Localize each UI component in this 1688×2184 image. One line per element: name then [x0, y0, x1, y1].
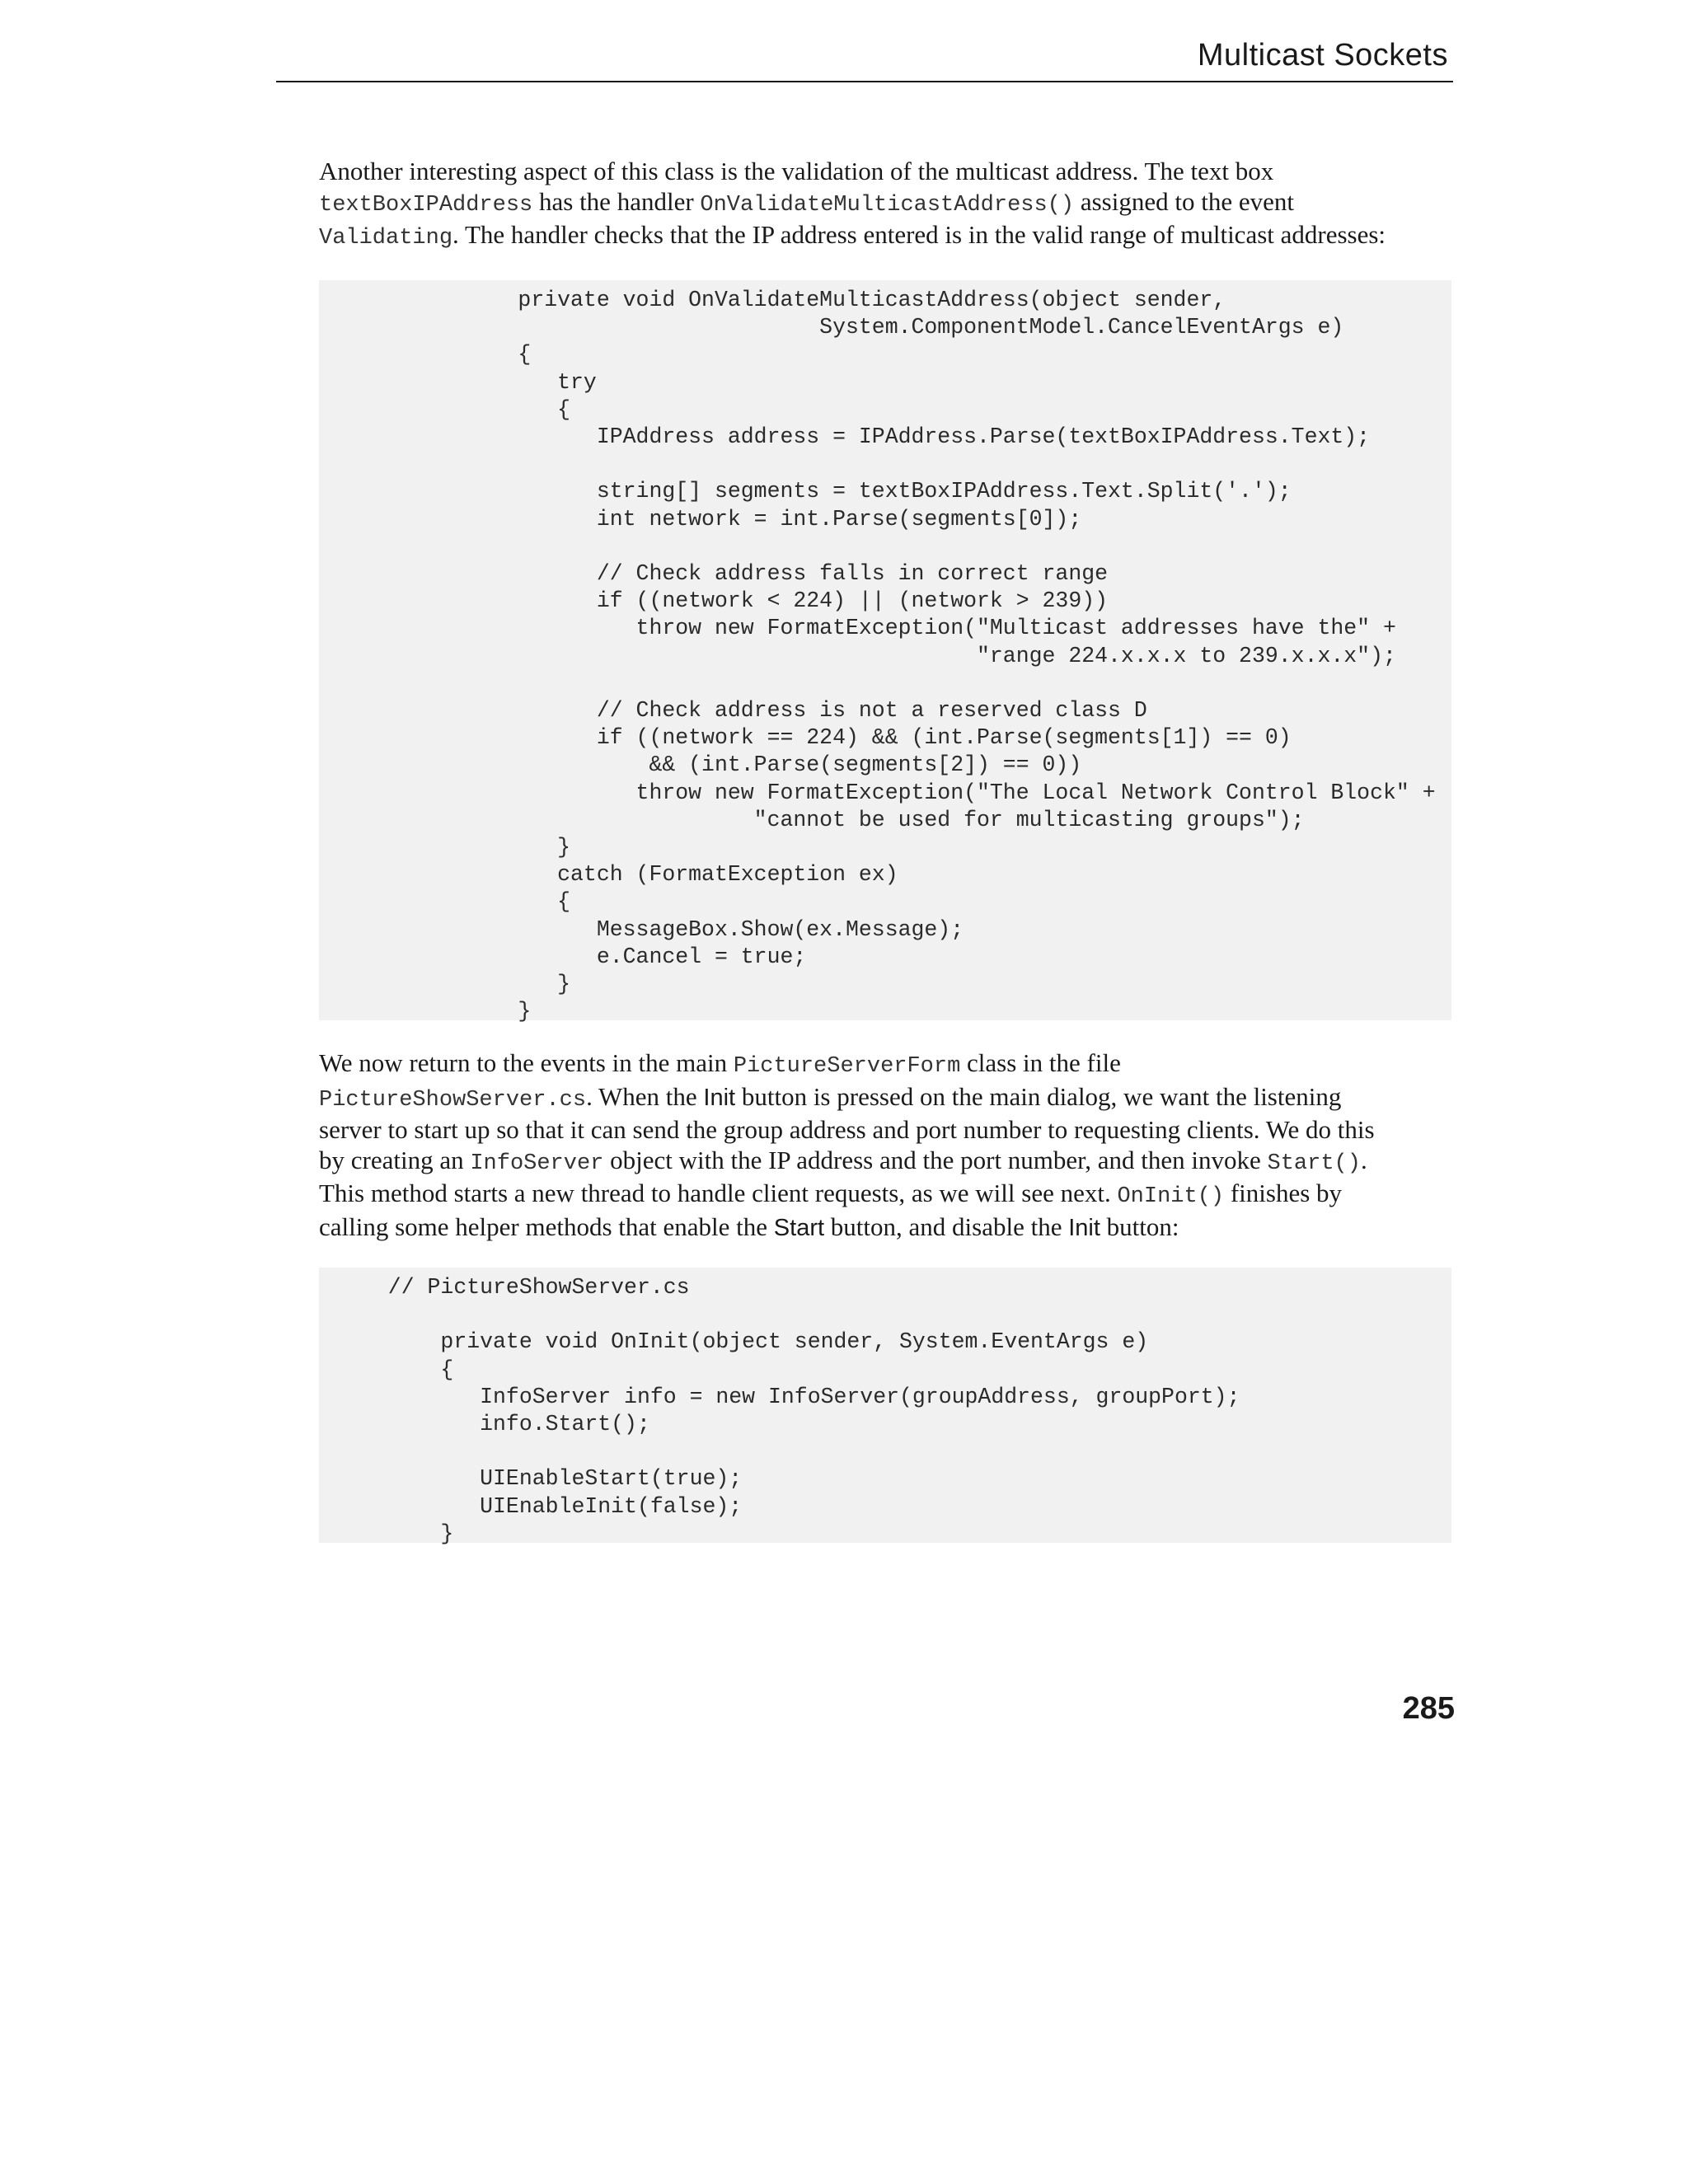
paragraph-line: We now return to the events in the main PictureServerForm class in the file	[319, 1048, 1121, 1079]
page-number: 285	[1402, 1691, 1455, 1726]
intro-paragraph	[319, 157, 1473, 254]
paragraph-line: by creating an InfoServer object with the IP address and the port number, and then invoke Start().	[319, 1145, 1367, 1176]
inline-code: InfoServer	[470, 1151, 604, 1176]
ui-term: Start	[773, 1214, 825, 1241]
code-text: private void OnValidateMulticastAddress(object sender, System.ComponentModel.CancelEventArgs e) { try { IPAddress address = IPAddress.Parse(textBoxIPAddress.Text); string[] segments = textBoxIPAddress.Text.Split('.'); int network = int.Parse(segments[0]); // Check address falls in correct range if ((network < 224) || (network > 239)) throw new FormatException("Multicast addresses have the" + "range 224.x.x.x to 239.x.x.x"); // Check address is not a reserved class D if ((network == 224) && (int.Parse(segments[1]) == 0) && (int.Parse(segments[2]) == 0)) throw new FormatException("The Local Network Control Block" + "cannot be used for multicasting groups"); } catch (FormatException ex) { MessageBox.Show(ex.Message); e.Cancel = true; } }	[518, 288, 1436, 1024]
inline-code: OnValidateMulticastAddress()	[700, 192, 1075, 218]
inline-code: textBoxIPAddress	[319, 192, 533, 218]
ui-term: Init	[703, 1084, 736, 1111]
ui-term: Init	[1068, 1214, 1100, 1241]
code-listing-validate	[319, 280, 1451, 1024]
running-title: Multicast Sockets	[1197, 38, 1448, 73]
inline-code: Start()	[1267, 1151, 1361, 1176]
inline-code: OnInit()	[1117, 1184, 1225, 1209]
inline-code: PictureServerForm	[733, 1054, 961, 1079]
inline-code: Validating	[319, 226, 453, 251]
paragraph-line: Validating. The handler checks that the IP address entered is in the valid range of multicast addresses:	[319, 220, 1386, 251]
paragraph-line: server to start up so that it can send the group address and port number to requesting clients. We do this	[319, 1115, 1375, 1144]
oninit-paragraph	[319, 1048, 1473, 1243]
paragraph-line: textBoxIPAddress has the handler OnValidateMulticastAddress() assigned to the event	[319, 186, 1294, 218]
code-listing-oninit	[319, 1268, 1451, 1546]
running-header	[276, 36, 1453, 82]
paragraph-line: PictureShowServer.cs. When the Init button is pressed on the main dialog, we want the listening	[319, 1081, 1342, 1113]
inline-code: PictureShowServer.cs	[319, 1087, 587, 1113]
paragraph-line: This method starts a new thread to handle client requests, as we will see next. OnInit() finishes by	[319, 1179, 1343, 1209]
code-text: // PictureShowServer.cs private void OnInit(object sender, System.EventArgs e) { InfoServer info = new InfoServer(groupAddress, groupPort); info.Start(); UIEnableStart(true); UIEnableInit(false); }	[387, 1275, 1240, 1546]
paragraph-line: calling some helper methods that enable the Start button, and disable the Init button:	[319, 1212, 1179, 1241]
paragraph-line: Another interesting aspect of this class is the validation of the multicast address. The text box	[319, 157, 1274, 185]
